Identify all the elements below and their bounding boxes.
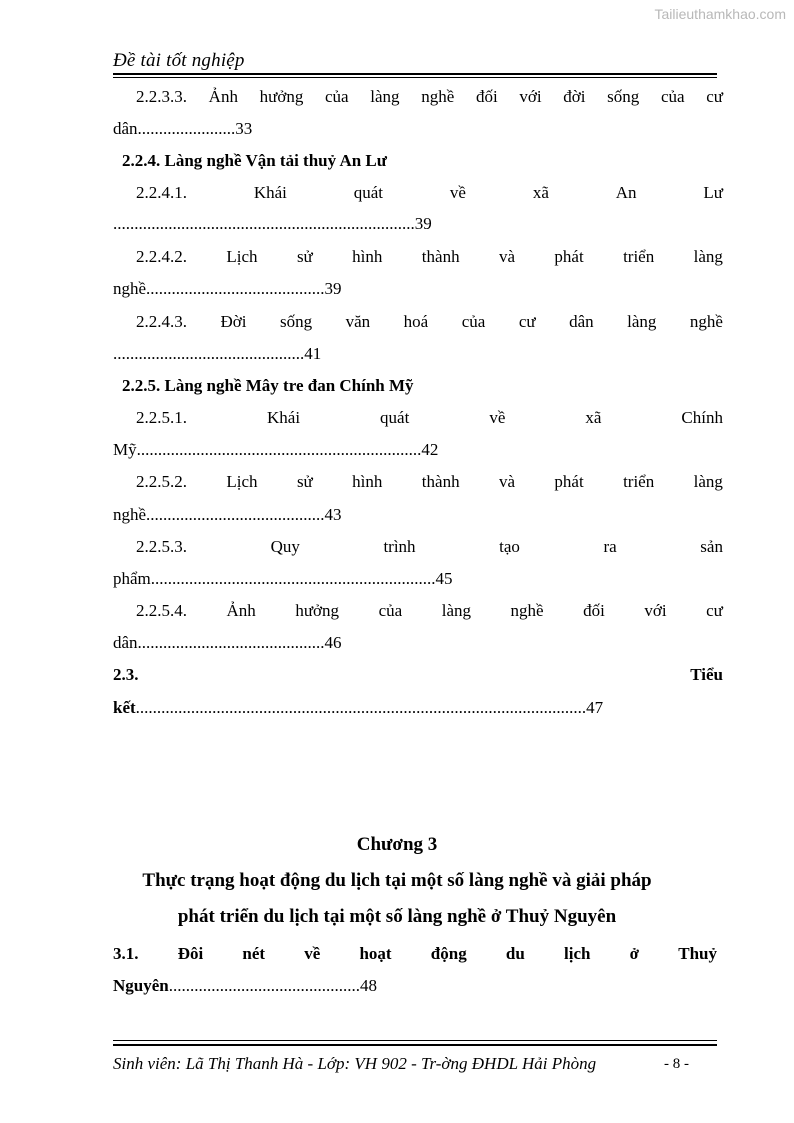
header-rule-thin (113, 77, 717, 78)
toc-word: Quy (270, 537, 300, 556)
toc-entry-2-2-4-3-line1 (136, 312, 723, 332)
toc-word: 2.2.5.3. (136, 537, 187, 556)
page-number: - 8 - (664, 1056, 689, 1072)
toc-word: 2.2.4.2. (136, 247, 187, 266)
toc-entry-2-3-line2 (113, 698, 723, 718)
toc-word: quát (380, 408, 410, 427)
toc-word: triển (623, 472, 655, 491)
toc-word: làng (693, 472, 723, 491)
toc-word: 2.2.4.3. (136, 312, 187, 331)
toc-word: Lư (703, 183, 723, 202)
toc-word: cư (706, 87, 723, 106)
toc-word: nét (242, 944, 266, 963)
toc-word: đời (563, 87, 586, 106)
toc-entry-2-2-5-4-line1 (136, 601, 723, 621)
footer-text: Sinh viên: Lã Thị Thanh Hà - Lớp: VH 902 - Tr-ờng ĐHDL Hải Phòng (113, 1054, 597, 1073)
toc-word: làng (627, 312, 657, 331)
toc-entry-3-1-line1 (113, 944, 717, 964)
toc-entry-2-2-4-1-line1 (136, 183, 723, 203)
footer-rule-thin (113, 1040, 717, 1041)
toc-word: 2.2.5.2. (136, 472, 187, 491)
toc-word: phát (554, 472, 584, 491)
toc-entry-2-3-leader: ..........................................................................................................47 (135, 698, 604, 717)
toc-entry-2-2-4-3-line2: .............................................41 (113, 344, 322, 363)
toc-entry-2-2-5-1-line1 (136, 408, 723, 428)
toc-word: An (615, 183, 637, 202)
toc-word: động (430, 944, 467, 963)
toc-word: 2.2.5.4. (136, 601, 187, 620)
toc-word: làng (441, 601, 471, 620)
toc-word: cư (706, 601, 723, 620)
toc-word: Ảnh (208, 87, 238, 106)
toc-word: trình (383, 537, 416, 556)
toc-word: của (660, 87, 685, 106)
toc-word: xã (585, 408, 602, 427)
toc-word: về (489, 408, 506, 427)
toc-word: của (461, 312, 486, 331)
toc-word: Lịch (226, 247, 258, 266)
toc-word: về (449, 183, 466, 202)
toc-word: nghề (421, 87, 455, 106)
toc-word: phát (554, 247, 584, 266)
page-header-title: Đề tài tốt nghiệp (113, 50, 245, 71)
toc-word: ở (629, 944, 640, 963)
chapter-number: Chương 3 (356, 834, 438, 855)
toc-word: thành (421, 472, 460, 491)
toc-word: sống (607, 87, 640, 106)
toc-word: hoá (403, 312, 429, 331)
footer-rule (113, 1044, 717, 1046)
toc-entry-2-2-4-1-line2: .......................................................................39 (113, 214, 432, 233)
toc-word: quát (353, 183, 384, 202)
chapter-title-line2: phát triển du lịch tại một số làng nghề ở Thuỷ Nguyên (177, 906, 617, 927)
toc-word: hưởng (259, 87, 304, 106)
toc-entry-2-2-5-1-line2: Mỹ...................................................................42 (113, 440, 439, 459)
toc-word: về (304, 944, 321, 963)
toc-word: và (498, 247, 516, 266)
toc-word: đối (475, 87, 498, 106)
toc-word: với (644, 601, 667, 620)
toc-word: 2.2.3.3. (136, 87, 187, 106)
toc-entry-2-2-3-3-line1 (136, 87, 723, 107)
toc-word: sản (700, 537, 723, 556)
toc-word: sử (296, 247, 313, 266)
toc-word: với (519, 87, 542, 106)
toc-word: Đôi (177, 944, 204, 963)
toc-entry-2-3-line1 (113, 665, 723, 685)
toc-heading-2-2-5: 2.2.5. Làng nghề Mây tre đan Chính Mỹ (122, 376, 414, 395)
toc-word: Lịch (226, 472, 258, 491)
toc-word: 2.3. (113, 665, 139, 684)
toc-word: làng (693, 247, 723, 266)
toc-word: đối (583, 601, 605, 620)
toc-entry-3-1-leader: .............................................48 (168, 976, 377, 995)
toc-word: lịch (564, 944, 591, 963)
toc-entry-2-2-5-3-line2: phẩm...................................................................45 (113, 569, 453, 588)
toc-word: 2.2.4.1. (136, 183, 187, 202)
toc-word: nghề (689, 312, 723, 331)
toc-entry-2-2-5-4-line2: dân............................................46 (113, 633, 342, 652)
toc-word: Khái (267, 408, 301, 427)
toc-word: hình (352, 247, 383, 266)
toc-entry-2-2-5-2-line1 (136, 472, 723, 492)
toc-word: của (325, 87, 349, 106)
watermark-text: Tailieuthamkhao.com (654, 6, 786, 22)
toc-word: làng (370, 87, 400, 106)
toc-entry-3-1-line2 (113, 976, 723, 996)
header-rule (113, 73, 717, 75)
toc-word: sống (280, 312, 313, 331)
toc-word: du (505, 944, 525, 963)
toc-word: Ảnh (226, 601, 256, 620)
toc-word: sử (296, 472, 313, 491)
toc-word: hưởng (295, 601, 340, 620)
toc-entry-3-1-label: Nguyên (113, 976, 169, 995)
toc-word: và (498, 472, 516, 491)
toc-word: ra (603, 537, 617, 556)
toc-entry-2-3-label: kết (113, 698, 136, 717)
toc-word: Chính (681, 408, 723, 427)
toc-entry-2-2-5-2-line2: nghề..........................................43 (113, 505, 342, 524)
toc-word: hoạt (359, 944, 392, 963)
toc-word: Tiểu (690, 665, 723, 684)
toc-heading-2-2-4: 2.2.4. Làng nghề Vận tải thuỷ An Lư (122, 151, 387, 170)
toc-entry-2-2-3-3-line2: dân.......................33 (113, 119, 253, 138)
toc-word: cư (518, 312, 536, 331)
toc-word: dân (569, 312, 594, 331)
toc-entry-2-2-5-3-line1 (136, 537, 723, 557)
chapter-title-line1: Thực trạng hoạt động du lịch tại một số làng nghề và giải pháp (142, 870, 652, 891)
toc-entry-2-2-4-2-line2: nghề..........................................39 (113, 279, 342, 298)
toc-word: hình (352, 472, 383, 491)
toc-word: Thuỷ (678, 944, 717, 963)
toc-word: 3.1. (113, 944, 139, 963)
toc-word: 2.2.5.1. (136, 408, 187, 427)
toc-word: nghề (510, 601, 544, 620)
toc-word: tạo (499, 537, 520, 556)
toc-entry-2-2-4-2-line1 (136, 247, 723, 267)
toc-word: thành (421, 247, 460, 266)
toc-word: văn (345, 312, 371, 331)
toc-word: của (378, 601, 403, 620)
toc-word: Khái (253, 183, 287, 202)
toc-word: triển (623, 247, 655, 266)
toc-word: xã (532, 183, 549, 202)
toc-word: Đời (220, 312, 247, 331)
